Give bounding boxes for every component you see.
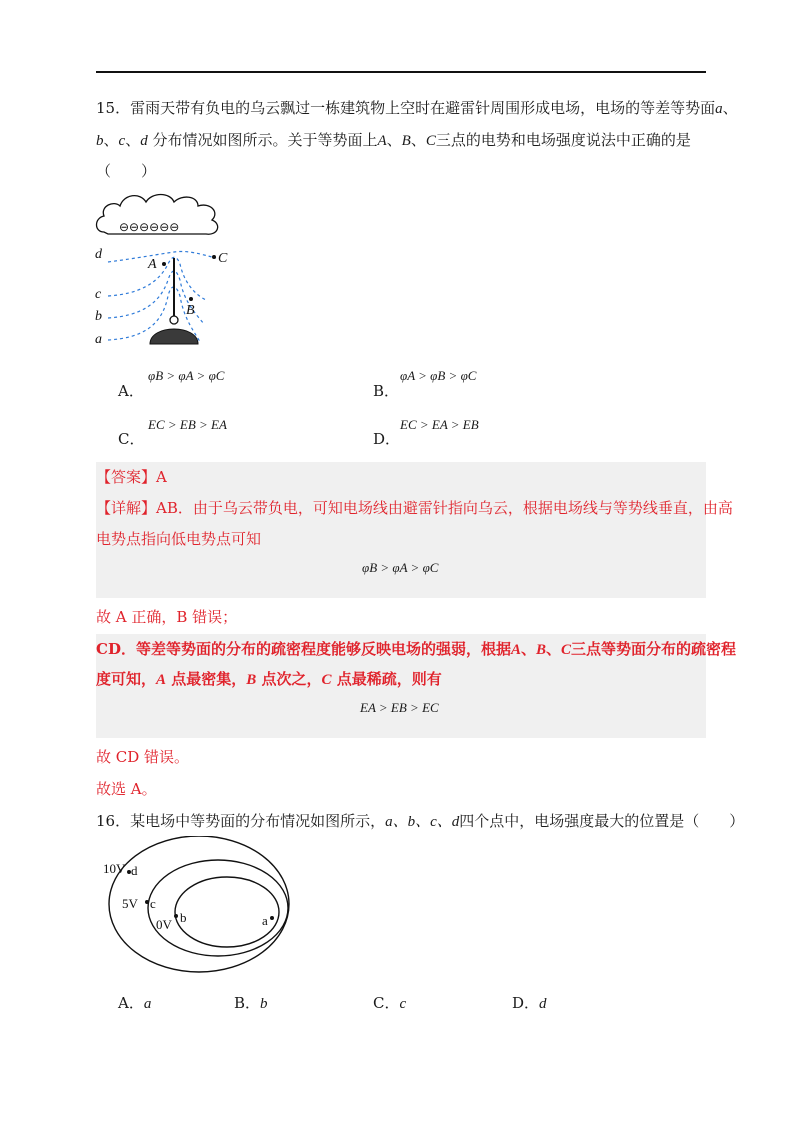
q16-option-a[interactable]: A．a: [118, 994, 152, 1012]
conclusion-2: 故 CD 错误。: [96, 748, 190, 766]
q15-answer-paren: （ ）: [96, 162, 157, 180]
detail-line-1: 【详解】AB．由于乌云带负电，可知电场线由避雷针指向乌云，根据电场线与等势线垂直，由高: [96, 499, 733, 517]
q15-option-d-formula: EC > EA > EB: [400, 417, 479, 432]
point-B: [189, 297, 193, 301]
answer-formula-2: EA > EB > EC: [360, 700, 439, 715]
q15-option-b-formula: φA > φB > φC: [400, 368, 477, 383]
answer-line: 【答案】A: [96, 468, 167, 486]
negative-charges: ⊖⊖⊖⊖⊖⊖: [119, 220, 180, 234]
equipotential-lines: [108, 251, 216, 342]
q16-equipotential-figure: [96, 836, 306, 981]
q15-option-c-label[interactable]: C．: [118, 430, 145, 448]
point-A: [162, 262, 166, 266]
rod-tip-ball: [170, 316, 178, 324]
q16-option-b[interactable]: B．b: [234, 994, 268, 1012]
cd-line-2: 度可知，A 点最密集，B 点次之，C 点最稀疏，则有: [96, 670, 442, 688]
label-c: c: [95, 287, 102, 302]
label-a: a: [262, 913, 268, 928]
equipotential-c: [108, 257, 206, 300]
answer-formula-1: φB > φA > φC: [362, 560, 439, 575]
conclusion-3: 故选 A。: [96, 780, 157, 798]
point-a: [270, 916, 274, 920]
q15-option-a-formula: φB > φA > φC: [148, 368, 225, 383]
label-B: B: [186, 303, 195, 318]
cd-line-1: CD．等差等势面的分布的疏密程度能够反映电场的强弱，根据A、B、C三点等势面分布的疏密程: [96, 640, 737, 658]
q15-option-a-label[interactable]: A．: [118, 382, 144, 400]
q16-option-d[interactable]: D．d: [512, 994, 547, 1012]
point-C: [212, 255, 216, 259]
q15-line1: 15．雷雨天带有负电的乌云飘过一栋建筑物上空时在避雷针周围形成电场，电场的等差等势面a、: [96, 99, 738, 117]
label-0v: 0V: [156, 917, 172, 932]
q16-option-c[interactable]: C．c: [373, 994, 407, 1012]
label-c: c: [150, 896, 156, 911]
label-b: b: [95, 309, 102, 324]
equipotential-d: [108, 251, 216, 262]
label-C: C: [218, 251, 228, 266]
label-b: b: [180, 910, 187, 925]
detail-line-2: 电势点指向低电势点可知: [96, 530, 262, 548]
q15-option-d-label[interactable]: D．: [373, 430, 401, 448]
point-b: [174, 914, 178, 918]
label-5v: 5V: [122, 896, 138, 911]
label-d: d: [95, 247, 102, 262]
building-dome: [150, 329, 198, 344]
q15-line2: b、c、d 分布情况如图所示。关于等势面上A、B、C三点的电势和电场强度说法中正确的是: [96, 131, 691, 149]
q15-lightning-rod-figure: [88, 184, 248, 349]
conclusion-1: 故 A 正确，B 错误；: [96, 608, 238, 626]
header-rule: [96, 71, 706, 73]
equipotential-5v: [148, 860, 288, 956]
label-10v: 10V: [103, 861, 126, 876]
label-a: a: [95, 332, 102, 347]
q15-option-b-label[interactable]: B．: [373, 382, 400, 400]
point-c: [145, 900, 149, 904]
equipotential-0v: [175, 877, 279, 947]
q15-option-c-formula: EC > EB > EA: [148, 417, 227, 432]
q16-text: 16．某电场中等势面的分布情况如图所示，a、b、c、d四个点中，电场强度最大的位置是（ ）: [96, 812, 745, 830]
label-A: A: [148, 257, 157, 272]
label-d: d: [131, 863, 138, 878]
